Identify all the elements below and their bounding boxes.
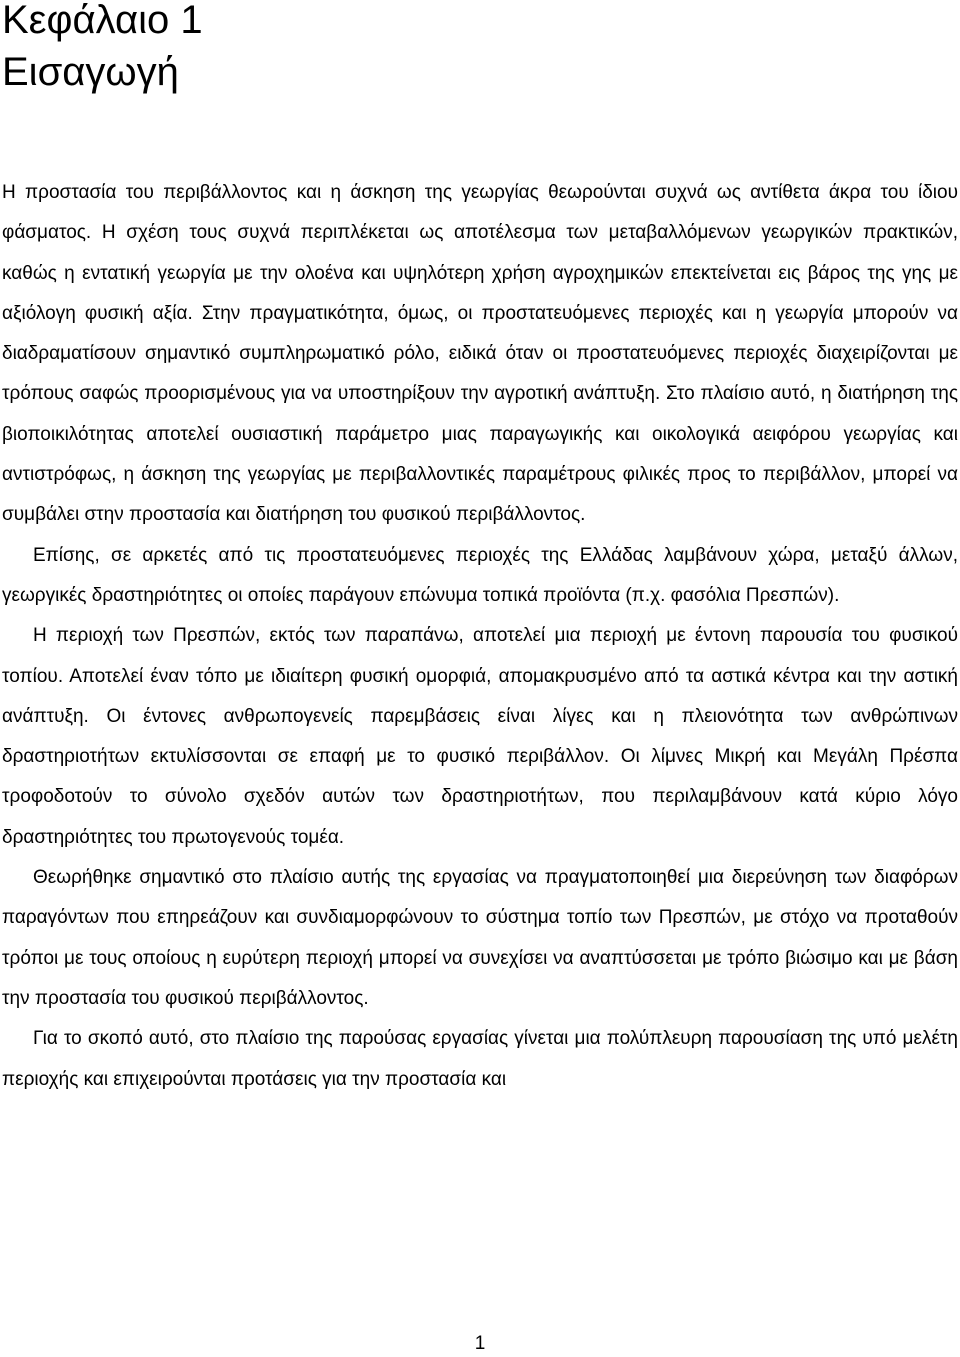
- paragraph-1: Η προστασία του περιβάλλοντος και η άσκηση της γεωργίας θεωρούνται συχνά ως αντίθετα άκρα του ίδιου φάσματος. Η σχέση τους συχνά περιπλέκεται ως αποτέλεσμα των μεταβαλλόμενων γεωργικών πρακτικών, καθώς η εντατική γεωργία με την ολοένα και υψηλότερη χρήση αγροχημικών επεκτείνεται εις βάρος της γης με αξιόλογη φυσική αξία. Στην πραγματικότητα, όμως, οι προστατευόμενες περιοχές και η γεωργία μπορούν να διαδραματίσουν σημαντικό συμπληρωματικό ρόλο, ειδικά όταν οι προστατευόμενες περιοχές διαχειρίζονται με τρόπους σαφώς προορισμένους για να υποστηρίξουν την αγροτική ανάπτυξη. Στο πλαίσιο αυτό, η διατήρηση της βιοποικιλότητας αποτελεί ουσιαστική παράμετρο μιας παραγωγικής και οικολογικά αειφόρου γεωργίας και αντιστρόφως, η άσκηση της γεωργίας με περιβαλλοντικές παραμέτρους φιλικές προς το περιβάλλον, μπορεί να συμβάλει στην προστασία και διατήρηση του φυσικού περιβάλλοντος.: [2, 182, 958, 526]
- chapter-title: Εισαγωγή: [2, 50, 179, 94]
- body-text: [2, 173, 958, 1100]
- paragraph-3: Η περιοχή των Πρεσπών, εκτός των παραπάνω, αποτελεί μια περιοχή με έντονη παρουσία του φυσικού τοπίου. Αποτελεί έναν τόπο με ιδιαίτερη φυσική ομορφιά, απομακρυσμένο από τα αστικά κέντρα και την αστική ανάπτυξη. Οι έντονες ανθρωπογενείς παρεμβάσεις είναι λίγες και η πλειονότητα των ανθρώπινων δραστηριοτήτων εκτυλίσσονται σε επαφή με το φυσικό περιβάλλον. Οι λίμνες Μικρή και Μεγάλη Πρέσπα τροφοδοτούν το σύνολο σχεδόν αυτών των δραστηριοτήτων, που περιλαμβάνουν κατά κύριο λόγο δραστηριότητες του πρωτογενούς τομέα.: [2, 625, 958, 848]
- chapter-heading: [2, 0, 203, 98]
- paragraph-2: Επίσης, σε αρκετές από τις προστατευόμενες περιοχές της Ελλάδας λαμβάνουν χώρα, μεταξύ άλλων, γεωργικές δραστηριότητες οι οποίες παράγουν επώνυμα τοπικά προϊόντα (π.χ. φασόλια Πρεσπών).: [2, 544, 958, 606]
- page-number: 1: [474, 1333, 486, 1354]
- paragraph-4: Θεωρήθηκε σημαντικό στο πλαίσιο αυτής της εργασίας να πραγματοποιηθεί μια διερεύνηση των διαφόρων παραγόντων που επηρεάζουν και συνδιαμορφώνουν το σύστημα τοπίο των Πρεσπών, με στόχο να προταθούν τρόποι με τους οποίους η ευρύτερη περιοχή μπορεί να συνεχίσει να αναπτύσσεται με τρόπο βιώσιμο και με βάση την προστασία του φυσικού περιβάλλοντος.: [2, 867, 958, 1009]
- paragraph-5: Για το σκοπό αυτό, στο πλαίσιο της παρούσας εργασίας γίνεται μια πολύπλευρη παρουσίαση της υπό μελέτη περιοχής και επιχειρούνται προτάσεις για την προστασία και: [2, 1028, 958, 1090]
- chapter-label: Κεφάλαιο 1: [2, 0, 203, 42]
